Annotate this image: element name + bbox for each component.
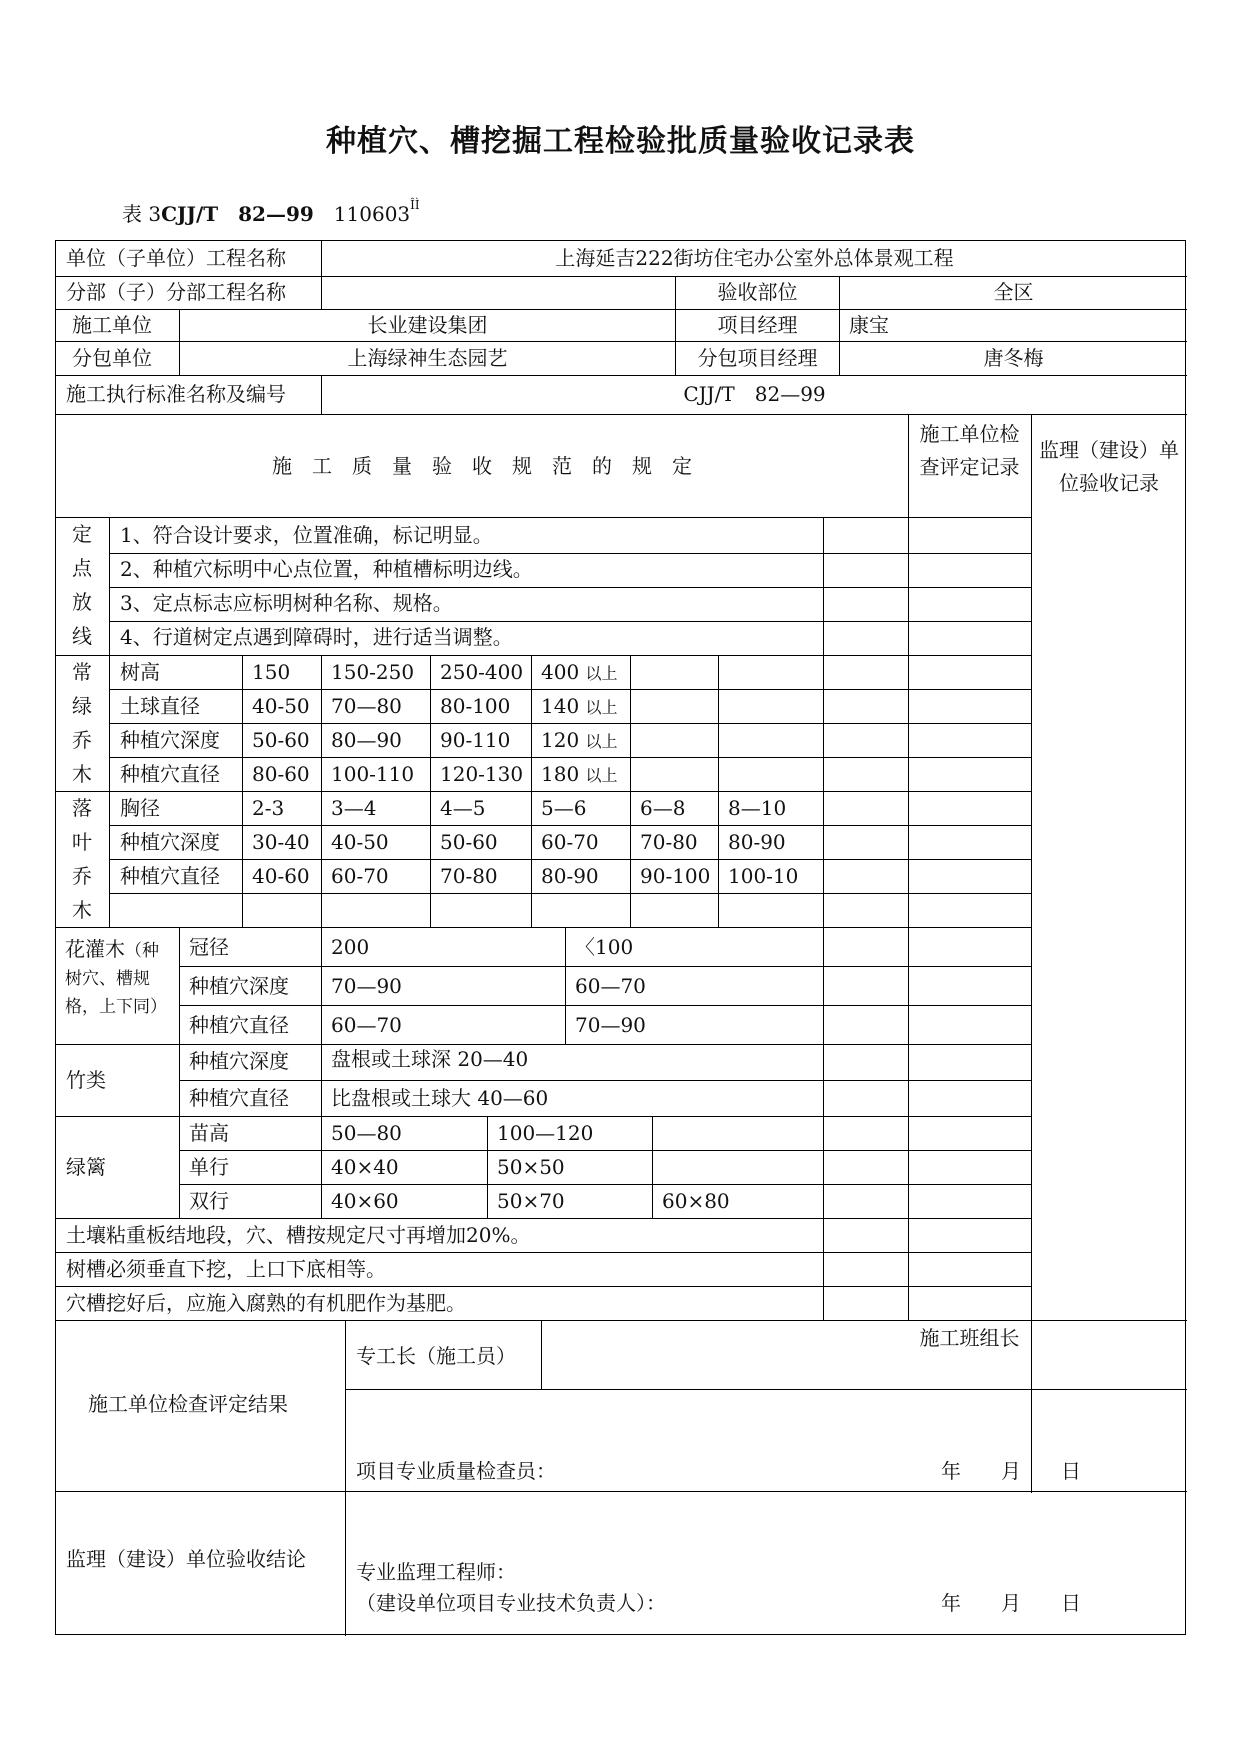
evergreen-value: 120-130 — [440, 762, 524, 786]
hedge-param: 单行 — [189, 1155, 229, 1179]
bamboo-param: 种植穴深度 — [189, 1049, 289, 1073]
deciduous-value: 8—10 — [728, 796, 787, 820]
acceptance-form-table — [55, 240, 1186, 1635]
contractor-value: 长业建设集团 — [367, 313, 488, 337]
evergreen-value: 40-50 — [252, 694, 310, 718]
evergreen-value: 80-100 — [440, 694, 511, 718]
staking-item: 2、种植穴标明中心点位置，种植槽标明边线。 — [120, 557, 533, 581]
code-prefix: 表 3 — [122, 202, 162, 226]
shrub-label-main: 花灌木 — [65, 937, 125, 961]
deciduous-value: 40-60 — [252, 864, 310, 888]
spec-heading: 施 工 质 量 验 收 规 范 的 规 定 — [272, 454, 692, 478]
bamboo-value: 比盘根或土球大 40—60 — [331, 1086, 549, 1110]
note-row: 树槽必须垂直下挖，上口下底相等。 — [66, 1257, 386, 1281]
deciduous-value: 80-90 — [541, 864, 599, 888]
deciduous-value: 2-3 — [252, 796, 285, 820]
evergreen-label: 常绿乔木 — [72, 660, 92, 786]
evergreen-value-number: 400 — [541, 660, 580, 684]
shrub-value: 70—90 — [575, 1013, 646, 1037]
deciduous-value: 6—8 — [640, 796, 686, 820]
evergreen-param: 种植穴深度 — [120, 728, 220, 752]
deciduous-param: 种植穴直径 — [120, 864, 220, 888]
staking-item: 4、行道树定点遇到障碍时，进行适当调整。 — [120, 625, 513, 649]
standard-value: CJJ/T 82—99 — [683, 382, 826, 406]
deciduous-value: 80-90 — [728, 830, 786, 854]
shrub-param: 种植穴深度 — [189, 974, 289, 998]
hedge-value: 60×80 — [662, 1189, 730, 1213]
shrub-label — [65, 935, 175, 1021]
shrub-param: 冠径 — [189, 935, 229, 959]
hedge-value: 40×40 — [331, 1155, 399, 1179]
deciduous-value: 60-70 — [331, 864, 389, 888]
subcontractor-label: 分包单位 — [72, 346, 152, 370]
deciduous-param: 胸径 — [120, 796, 160, 820]
evergreen-param: 树高 — [120, 660, 160, 684]
code-id: 110603 — [333, 202, 411, 226]
deciduous-value: 40-50 — [331, 830, 389, 854]
shrub-value: 200 — [331, 935, 370, 959]
standard-label: 施工执行标准名称及编号 — [66, 382, 286, 406]
acceptance-conclusion-label: 监理（建设）单位验收结论 — [66, 1547, 306, 1571]
deciduous-label: 落叶乔木 — [72, 796, 92, 922]
hedge-value: 50×70 — [497, 1189, 565, 1213]
evergreen-value-number: 140 — [541, 694, 580, 718]
sub-pm-value: 唐冬梅 — [983, 346, 1044, 370]
note-row: 土壤粘重板结地段，穴、槽按规定尺寸再增加20%。 — [66, 1223, 531, 1247]
hedge-label: 绿篱 — [66, 1155, 106, 1179]
sub-project-label: 分部（子）分部工程名称 — [66, 280, 286, 304]
deciduous-value: 70-80 — [440, 864, 498, 888]
evergreen-value: 100-110 — [331, 762, 415, 786]
shrub-value: 60—70 — [575, 974, 646, 998]
deciduous-value: 3—4 — [331, 796, 377, 820]
evergreen-value: 250-400 — [440, 660, 524, 684]
check-column-header: 施工单位检查评定记录 — [919, 422, 1020, 479]
evergreen-value-number: 120 — [541, 728, 580, 752]
evergreen-param: 土球直径 — [120, 694, 200, 718]
deciduous-value: 4—5 — [440, 796, 486, 820]
evergreen-value: 150 — [252, 660, 291, 684]
evergreen-value: 150-250 — [331, 660, 415, 684]
form-code — [122, 198, 420, 227]
project-manager-value: 康宝 — [849, 313, 889, 337]
foreman-label: 专工长（施工员） — [356, 1344, 516, 1368]
accept-part-label: 验收部位 — [717, 280, 798, 304]
deciduous-value: 5—6 — [541, 796, 587, 820]
owner-technical-lead-label: （建设单位项目专业技术负责人）： — [356, 1591, 666, 1615]
shrub-param: 种植穴直径 — [189, 1013, 289, 1037]
accept-part-value: 全区 — [993, 280, 1034, 304]
conclusion-date: 年 月 日 — [941, 1591, 1081, 1615]
hedge-param: 苗高 — [189, 1121, 229, 1145]
deciduous-param: 种植穴深度 — [120, 830, 220, 854]
deciduous-value: 70-80 — [640, 830, 698, 854]
bamboo-param: 种植穴直径 — [189, 1086, 289, 1110]
supervising-engineer-label: 专业监理工程师： — [356, 1560, 516, 1584]
code-standard: CJJ/T — [161, 202, 219, 226]
team-leader-label: 施工班组长 — [919, 1326, 1020, 1350]
deciduous-value: 50-60 — [440, 830, 498, 854]
page-title: 种植穴、槽挖掘工程检验批质量验收记录表 — [326, 124, 915, 159]
contractor-label: 施工单位 — [72, 313, 152, 337]
shrub-value: 〈100 — [575, 935, 634, 959]
quality-inspector-label: 项目专业质量检查员： — [356, 1459, 556, 1483]
project-name-label: 单位（子单位）工程名称 — [66, 246, 286, 270]
deciduous-value: 30-40 — [252, 830, 310, 854]
evergreen-value: 80-60 — [252, 762, 310, 786]
note-row: 穴槽挖好后，应施入腐熟的有机肥作为基肥。 — [66, 1291, 466, 1315]
project-name-value: 上海延吉222街坊住宅办公室外总体景观工程 — [555, 246, 954, 270]
evergreen-value — [541, 728, 618, 754]
evergreen-value — [541, 660, 618, 686]
hedge-value: 50×50 — [497, 1155, 565, 1179]
evergreen-value-suffix: 以上 — [585, 766, 618, 785]
shrub-label-note: （种树穴、槽规格，上下同） — [65, 941, 167, 1017]
inspection-result-label: 施工单位检查评定结果 — [88, 1392, 288, 1416]
staking-label: 定点放线 — [72, 522, 92, 648]
inspection-date: 年 月 日 — [941, 1459, 1081, 1483]
shrub-value: 60—70 — [331, 1013, 402, 1037]
code-mark: ÎÌ — [410, 198, 420, 212]
evergreen-param: 种植穴直径 — [120, 762, 220, 786]
evergreen-value-suffix: 以上 — [585, 698, 618, 717]
code-number: 82—99 — [238, 202, 314, 226]
evergreen-value-suffix: 以上 — [585, 732, 618, 751]
staking-item: 3、定点标志应标明树种名称、规格。 — [120, 591, 453, 615]
bamboo-label: 竹类 — [66, 1068, 106, 1092]
hedge-value: 50—80 — [331, 1121, 402, 1145]
hedge-param: 双行 — [189, 1189, 229, 1213]
deciduous-value: 100-10 — [728, 864, 799, 888]
deciduous-value: 90-100 — [640, 864, 711, 888]
evergreen-value — [541, 694, 618, 720]
evergreen-value: 70—80 — [331, 694, 402, 718]
evergreen-value: 80—90 — [331, 728, 402, 752]
evergreen-value-number: 180 — [541, 762, 580, 786]
deciduous-value: 60-70 — [541, 830, 599, 854]
subcontractor-value: 上海绿神生态园艺 — [347, 346, 508, 370]
evergreen-value: 90-110 — [440, 728, 511, 752]
bamboo-value: 盘根或土球深 20—40 — [331, 1047, 529, 1071]
supervise-column-header: 监理（建设）单位验收记录 — [1039, 438, 1179, 495]
staking-item: 1、符合设计要求，位置准确，标记明显。 — [120, 523, 493, 547]
evergreen-value: 50-60 — [252, 728, 310, 752]
sub-pm-label: 分包项目经理 — [697, 346, 818, 370]
evergreen-value-suffix: 以上 — [585, 664, 618, 683]
hedge-value: 100—120 — [497, 1121, 594, 1145]
evergreen-value — [541, 762, 618, 788]
hedge-value: 40×60 — [331, 1189, 399, 1213]
project-manager-label: 项目经理 — [717, 313, 798, 337]
shrub-value: 70—90 — [331, 974, 402, 998]
